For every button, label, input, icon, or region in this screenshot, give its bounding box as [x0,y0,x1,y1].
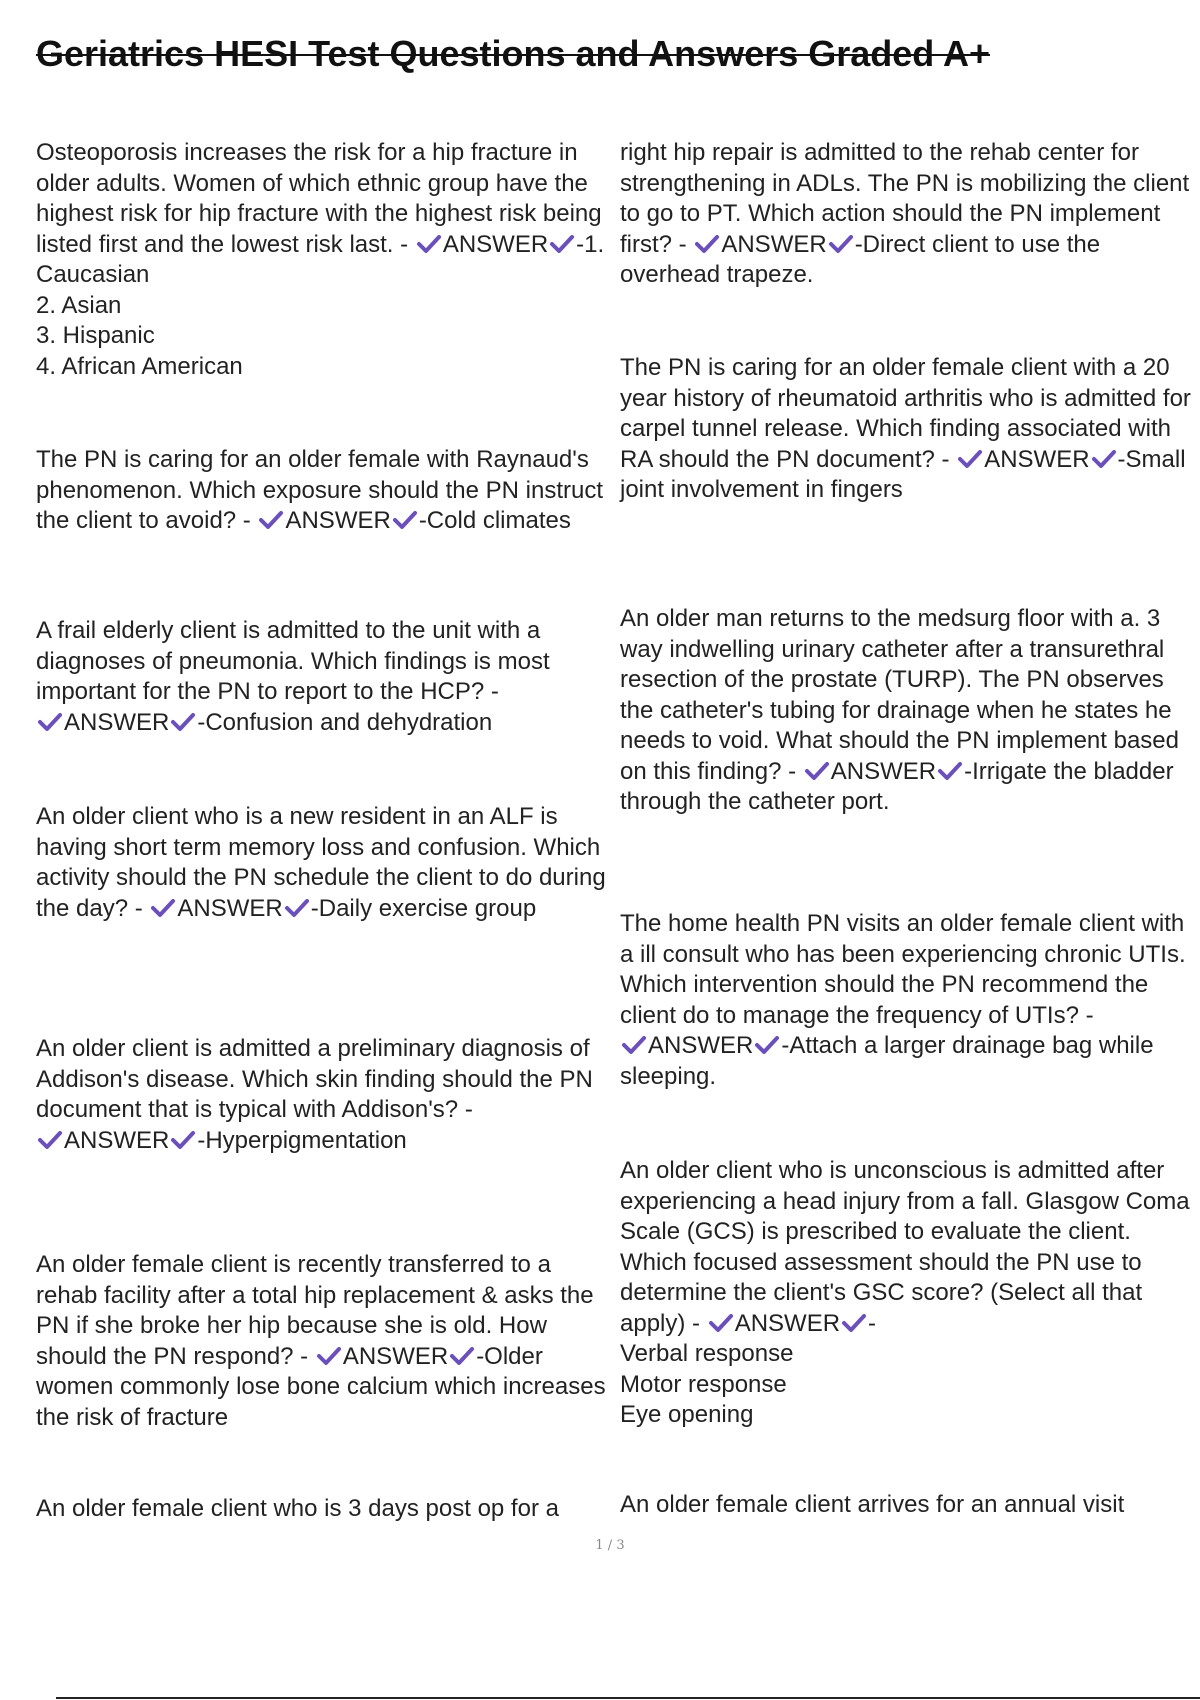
answer-marker [36,709,197,736]
answer-text: -Direct client to use the overhead trapeze. [620,230,1101,288]
check-icon [316,1346,342,1366]
qa-item [620,909,1195,1092]
qa-item [36,1494,606,1525]
document-title: Geriatrics HESI Test Questions and Answers Graded A+ [36,33,990,74]
answer-text: -Small joint involvement in fingers [620,445,1186,503]
check-icon [416,234,442,254]
check-icon [957,449,983,469]
qa-item [620,604,1195,818]
answer-label: ANSWER [648,1032,754,1059]
answer-option: 3. Hispanic [36,322,155,349]
answer-text: -1. Caucasian [36,230,605,288]
answer-text: -Older women commonly lose bone calcium which increases the risk of fracture [36,1342,606,1431]
answer-marker [257,507,418,534]
question-text: A frail elderly client is admitted to the unit with a diagnoses of pneumonia. Which findings is most important for the PN to report to the HCP? - [36,617,550,705]
answer-marker [620,1032,781,1059]
check-icon [150,898,176,918]
answer-text: -Attach a larger drainage bag while sleeping. [620,1032,1154,1090]
answer-label: ANSWER [734,1309,841,1337]
answer-text: -Hyperpigmentation [197,1126,407,1154]
check-icon [708,1313,734,1333]
qa-item [36,1250,606,1433]
qa-item [620,138,1195,291]
answer-text: -Daily exercise group [310,894,537,922]
answer-text: - [868,1309,877,1337]
qa-item [36,445,606,537]
check-icon [258,510,284,530]
check-icon [170,712,196,732]
check-icon [621,1035,647,1055]
check-icon [449,1346,475,1366]
question-text: The PN is caring for an older female with Raynaud's phenomenon. Which exposure should the PN instruct the client to avoid? - [36,446,603,534]
answer-label: ANSWER [984,445,1090,473]
check-icon [754,1035,780,1055]
qa-item [36,1034,606,1156]
check-icon [1091,449,1117,469]
answer-marker [707,1310,868,1337]
qa-item [36,138,606,382]
qa-item [620,1490,1195,1521]
answer-marker [36,1127,197,1154]
bottom-divider [56,1697,1200,1699]
answer-marker [149,895,310,922]
check-icon [549,234,575,254]
answer-marker [315,1343,476,1370]
answer-marker [415,231,576,258]
answer-label: ANSWER [177,894,283,922]
answer-option: 4. African American [36,352,243,380]
question-text: An older female client who is 3 days post op for a [36,1495,559,1522]
question-text: An older man returns to the medsurg floor with a. 3 way indwelling urinary catheter after a transurethral resection of the prostate (TURP). The PN observes the catheter's tubing for drainage when he states he needs to void. What should the PN implement based on this finding? - [620,605,1179,785]
check-icon [937,761,963,781]
answer-label: ANSWER [721,230,827,258]
check-icon [694,234,720,254]
answer-label: ANSWER [830,757,937,785]
answer-label: ANSWER [64,1126,170,1154]
question-text: right hip repair is admitted to the rehab center for strengthening in ADLs. The PN is mobilizing the client to go to PT. Which action should the PN implement first? - [620,139,1190,258]
check-icon [828,234,854,254]
question-text: An older female client is recently transferred to a rehab facility after a total hip replacement & asks the PN if she broke her hip because she is old. How should the PN respond? - [36,1251,594,1370]
question-text: The PN is caring for an older female client with a 20 year history of rheumatoid arthritis who is admitted for carpel tunnel release. Which finding associated with RA should the PN document? - [620,354,1191,473]
answer-marker [956,446,1117,473]
qa-item [36,616,606,738]
qa-item [620,353,1195,506]
question-text: The home health PN visits an older female client with a ill consult who has been experiencing chronic UTIs. Which intervention should the PN recommend the client do to manage the frequency of UTIs? - [620,910,1186,1029]
answer-text: -Cold climates [418,507,571,534]
question-text: Osteoporosis increases the risk for a hip fracture in older adults. Women of which ethnic group have the highest risk for hip fracture with the highest risk being listed first and the lowest risk last. - [36,139,602,258]
check-icon [170,1130,196,1150]
answer-marker [803,758,964,785]
check-icon [804,761,830,781]
check-icon [284,898,310,918]
check-icon [37,712,63,732]
answer-option: Eye opening [620,1401,754,1428]
question-text: An older female client arrives for an annual visit [620,1491,1125,1518]
answer-option: 2. Asian [36,291,122,319]
answer-label: ANSWER [285,507,391,534]
answer-option: Motor response [620,1370,787,1398]
page-indicator: 1 / 3 [595,1538,625,1553]
answer-label: ANSWER [64,708,170,736]
qa-item [620,1156,1195,1431]
answer-label: ANSWER [442,230,549,258]
qa-item [36,802,606,924]
answer-text: -Irrigate the bladder through the catheter port. [620,757,1174,815]
question-text: An older client is admitted a preliminary diagnosis of Addison's disease. Which skin finding should the PN document that is typical with Addison's? - [36,1035,593,1123]
question-text: An older client who is a new resident in an ALF is having short term memory loss and confusion. Which activity should the PN schedule the client to do during the day? - [36,803,606,922]
answer-option: Verbal response [620,1340,794,1367]
answer-text: -Confusion and dehydration [197,708,493,736]
answer-label: ANSWER [342,1342,449,1370]
check-icon [392,510,418,530]
check-icon [841,1313,867,1333]
answer-marker [693,231,854,258]
check-icon [37,1130,63,1150]
question-text: An older client who is unconscious is admitted after experiencing a head injury from a fall. Glasgow Coma Scale (GCS) is prescribed to evaluate the client. Which focused assessment should the PN use to determine the client's GSC score? (Select all that apply) - [620,1157,1190,1337]
